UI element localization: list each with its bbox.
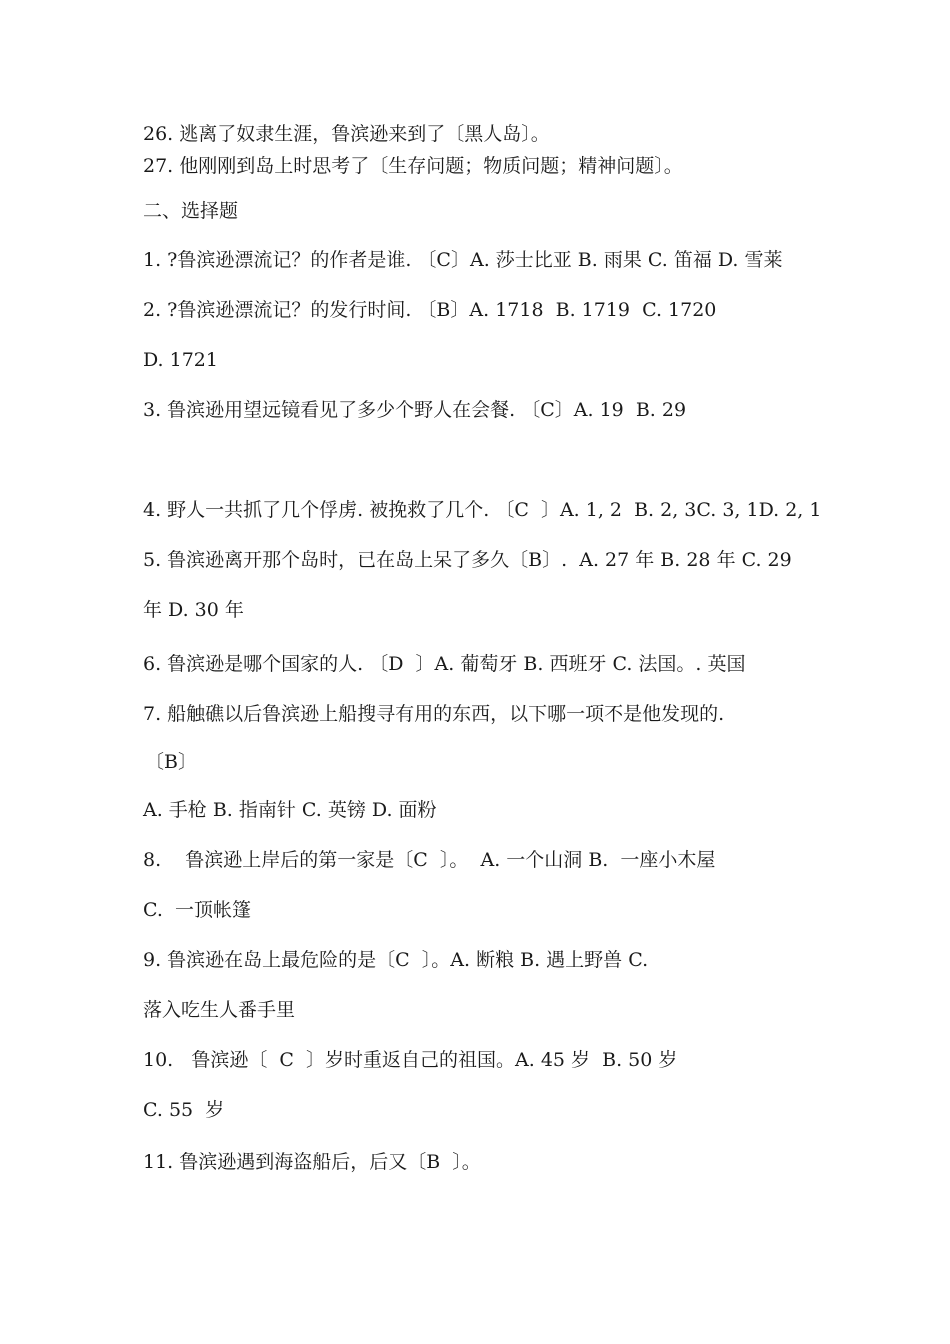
question-9-line: 9. 鲁滨逊在岛上最危险的是〔C 〕。A. 断粮 B. 遇上野兽 C.	[143, 949, 649, 971]
question-10-line: 10. 鲁滨逊〔 C 〕岁时重返自己的祖国。A. 45 岁 B. 50 岁	[143, 1049, 678, 1071]
question-3-line: 3. 鲁滨逊用望远镜看见了多少个野人在会餐. 〔C〕A. 19 B. 29	[143, 399, 687, 421]
question-5-continuation: 年 D. 30 年	[143, 599, 244, 621]
question-26-line: 26. 逃离了奴隶生涯，鲁滨逊来到了〔黑人岛〕。	[143, 123, 550, 145]
question-10-continuation: C. 55 岁	[143, 1099, 225, 1121]
question-8-line: 8. 鲁滨逊上岸后的第一家是〔C 〕。 A. 一个山洞 B. 一座小木屋	[143, 849, 716, 871]
question-2-continuation: D. 1721	[143, 349, 218, 371]
question-4-line: 4. 野人一共抓了几个俘虏. 被挽救了几个. 〔C 〕A. 1, 2 B. 2, 3C. 3, 1D. 2, 1	[143, 499, 822, 521]
question-27-line: 27. 他刚刚到岛上时思考了〔生存问题；物质问题；精神问题〕。	[143, 155, 683, 177]
question-9-continuation: 落入吃生人番手里	[143, 999, 296, 1021]
section-heading: 二、选择题	[143, 200, 239, 222]
question-11-line: 11. 鲁滨逊遇到海盗船后，后又〔B 〕。	[143, 1151, 481, 1173]
question-7-options: A. 手枪 B. 指南针 C. 英镑 D. 面粉	[143, 799, 437, 821]
question-6-line: 6. 鲁滨逊是哪个国家的人. 〔D 〕A. 葡萄牙 B. 西班牙 C. 法国。. 英国	[143, 653, 746, 675]
question-2-line: 2. ?鲁滨逊漂流记？的发行时间. 〔B〕A. 1718 B. 1719 C. 1720	[143, 299, 717, 321]
question-7-answer: 〔B〕	[145, 751, 197, 773]
question-1-line: 1. ?鲁滨逊漂流记？的作者是谁. 〔C〕A. 莎士比亚 B. 雨果 C. 笛福 D. 雪莱	[143, 249, 783, 271]
question-8-continuation: C. 一顶帐篷	[143, 899, 251, 921]
question-7-line: 7. 船触礁以后鲁滨逊上船搜寻有用的东西，以下哪一项不是他发现的.	[143, 703, 725, 725]
question-5-line: 5. 鲁滨逊离开那个岛时，已在岛上呆了多久〔B〕. A. 27 年 B. 28 年 C. 29	[143, 549, 792, 571]
